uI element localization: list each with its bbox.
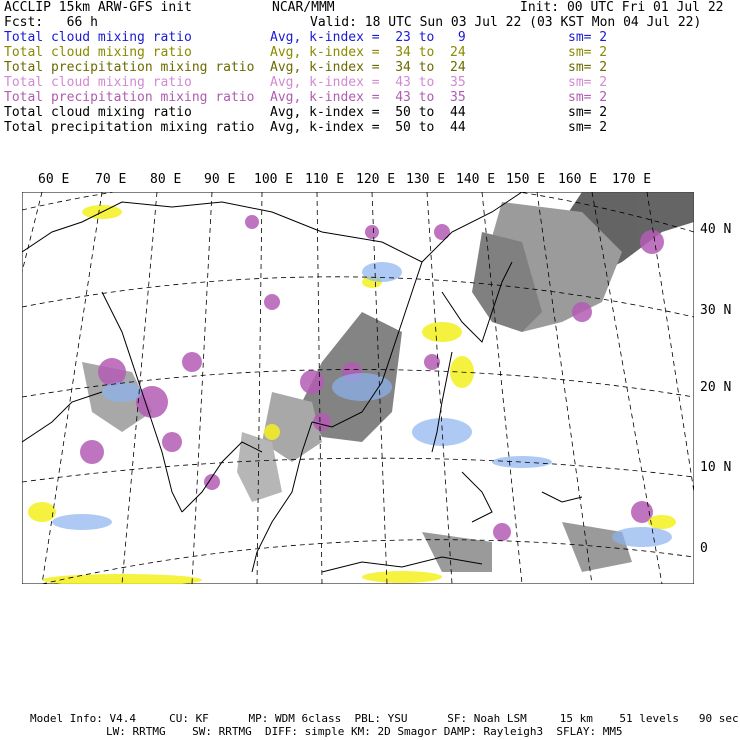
field-sm: sm= 2 (568, 30, 608, 45)
latitude-label: 10 N (700, 460, 732, 475)
longitude-label: 150 E (506, 172, 546, 187)
field-name: Total precipitation mixing ratio (4, 120, 255, 135)
field-name: Total cloud mixing ratio (4, 45, 192, 60)
field-avg: Avg, k-index = 23 to 9 (270, 30, 466, 45)
model-info-line2: LW: RRTMG SW: RRTMG DIFF: simple KM: 2D Smagor DAMP: Rayleigh3 SFLAY: MM5 (106, 725, 623, 738)
longitude-label: 110 E (305, 172, 345, 187)
longitude-label: 170 E (612, 172, 652, 187)
model-info-line1: Model Info: V4.4 CU: KF MP: WDM 6class PBL: YSU SF: Noah LSM 15 km 51 levels 90 sec (30, 712, 739, 725)
valid-time: Valid: 18 UTC Sun 03 Jul 22 (03 KST Mon 04 Jul 22) (310, 15, 702, 30)
field-sm: sm= 2 (568, 120, 608, 135)
longitude-label: 70 E (95, 172, 127, 187)
longitude-label: 160 E (558, 172, 598, 187)
longitude-label: 130 E (406, 172, 446, 187)
map-panel (22, 192, 694, 584)
latitude-label: 40 N (700, 222, 732, 237)
field-avg: Avg, k-index = 43 to 35 (270, 90, 466, 105)
latitude-label: 0 (700, 541, 708, 556)
longitude-label: 120 E (356, 172, 396, 187)
field-name: Total precipitation mixing ratio (4, 60, 255, 75)
field-name: Total cloud mixing ratio (4, 105, 192, 120)
field-name: Total cloud mixing ratio (4, 75, 192, 90)
field-sm: sm= 2 (568, 60, 608, 75)
field-avg: Avg, k-index = 50 to 44 (270, 105, 466, 120)
field-avg: Avg, k-index = 34 to 24 (270, 45, 466, 60)
field-sm: sm= 2 (568, 105, 608, 120)
field-avg: Avg, k-index = 34 to 24 (270, 60, 466, 75)
field-name: Total cloud mixing ratio (4, 30, 192, 45)
title-center: NCAR/MMM (272, 0, 335, 15)
longitude-label: 80 E (150, 172, 182, 187)
longitude-label: 90 E (204, 172, 236, 187)
init-time: Init: 00 UTC Fri 01 Jul 22 (520, 0, 724, 15)
forecast-hour: Fcst: 66 h (4, 15, 98, 30)
field-name: Total precipitation mixing ratio (4, 90, 255, 105)
latitude-label: 30 N (700, 303, 732, 318)
field-avg: Avg, k-index = 50 to 44 (270, 120, 466, 135)
longitude-label: 60 E (38, 172, 70, 187)
title-left: ACCLIP 15km ARW-GFS init (4, 0, 192, 15)
field-sm: sm= 2 (568, 75, 608, 90)
latitude-label: 20 N (700, 380, 732, 395)
field-sm: sm= 2 (568, 90, 608, 105)
longitude-label: 100 E (254, 172, 294, 187)
longitude-label: 140 E (456, 172, 496, 187)
field-avg: Avg, k-index = 43 to 35 (270, 75, 466, 90)
field-sm: sm= 2 (568, 45, 608, 60)
